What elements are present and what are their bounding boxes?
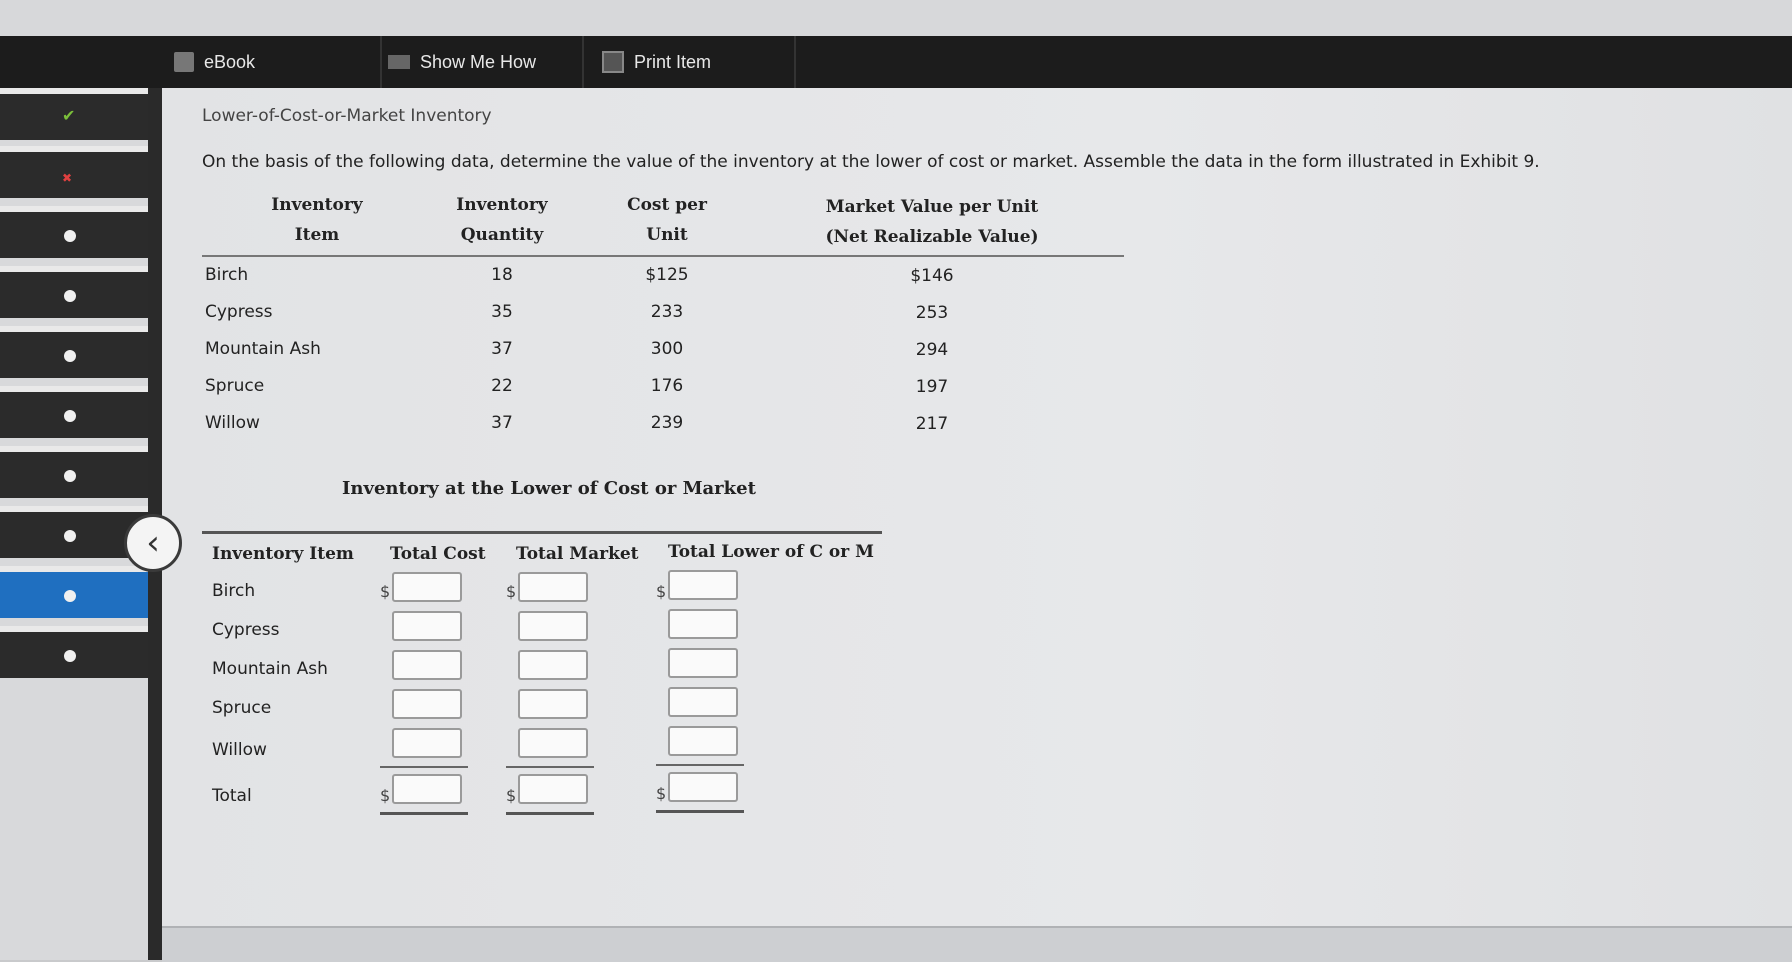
nav-item-4[interactable] [0,266,150,318]
print-item-button[interactable] [586,36,796,88]
cypress-total-cost-input[interactable] [392,611,462,641]
spruce-total-lcm-input[interactable] [668,687,738,717]
book-icon [174,52,194,72]
sum-rule [506,766,594,768]
answer-header-item: Inventory Item [212,544,354,564]
total-underline [656,810,744,813]
dot-icon [64,410,76,422]
nav-item-9-active[interactable] [0,566,150,618]
answer-header-total-market: Total Market [516,544,639,564]
answer-row-label: Spruce [212,698,272,718]
header-market-value: Market Value per Unit (Net Realizable Value) [825,197,1039,247]
chevron-left-icon: ‹ [146,523,160,563]
answer-header-total-lcm: Total Lower of C or M [668,542,874,562]
nav-item-5[interactable] [0,326,150,378]
answer-row-label: Cypress [212,620,280,640]
mountain-ash-total-lcm-input[interactable] [668,648,738,678]
check-icon: ✔ [62,106,76,125]
nav-item-7[interactable] [0,446,150,498]
cypress-total-lcm-input[interactable] [668,609,738,639]
dot-icon [64,470,76,482]
answer-row-label: Willow [212,740,267,760]
dollar-sign: $ [506,786,517,805]
nav-item-10[interactable] [0,626,150,678]
x-icon: ✖ [62,171,73,185]
answer-total-label: Total [212,786,252,806]
answer-section-title: Inventory at the Lower of Cost or Market [342,478,756,499]
answer-header-total-cost: Total Cost [390,544,486,564]
sum-rule [656,764,744,766]
total-lcm-input[interactable] [668,772,738,802]
cypress-total-market-input[interactable] [518,611,588,641]
video-icon [388,55,410,69]
spruce-total-cost-input[interactable] [392,689,462,719]
birch-total-market-input[interactable] [518,572,588,602]
dollar-sign: $ [656,582,667,601]
total-cost-input[interactable] [392,774,462,804]
header-inventory-item: Inventory Item [271,195,363,245]
dot-icon [64,590,76,602]
dot-icon [64,350,76,362]
total-underline [506,812,594,815]
total-underline [380,812,468,815]
dot-icon [64,650,76,662]
header-cost-per-unit: Cost per Unit [627,195,707,245]
nav-item-6[interactable] [0,386,150,438]
table-header-rule [202,255,1124,257]
nav-item-1[interactable] [0,88,150,140]
willow-total-lcm-input[interactable] [668,726,738,756]
print-icon [602,51,624,73]
dollar-sign: $ [380,582,391,601]
window-top-strip [0,0,1792,36]
willow-total-market-input[interactable] [518,728,588,758]
problem-content: Lower-of-Cost-or-Market Inventory On the basis of the following data, determine the value of the inventory at the lower of cost or market. Assemble the data in the form illustrated in Exhibit 9. Inventory Item Inventory Quantity Cost per Unit Market Value per Unit (Net Realizable Value) Birch 18 $125 $146 Cypress 35 233 253 Mountain Ash 37 300 294 Spruce 22 176 197 Willow 37 239 217 Inventory at the Lower of Cost or Market Inventory Item Total Cost Total Market Total Lower of C or M Birch Cypress Mountain Ash Spruce Willow Total $ $ $ $ $ $ [162,88,1792,928]
answer-title-rule [202,531,882,534]
print-item-label: Print Item [634,51,712,72]
header-inventory-quantity: Inventory Quantity [456,195,548,245]
dot-icon [64,230,76,242]
birch-total-cost-input[interactable] [392,572,462,602]
total-market-input[interactable] [518,774,588,804]
mountain-ash-total-cost-input[interactable] [392,650,462,680]
spruce-total-market-input[interactable] [518,689,588,719]
dollar-sign: $ [656,784,667,803]
dot-icon [64,530,76,542]
problem-instructions: On the basis of the following data, determine the value of the inventory at the lower of cost or market. Assemble the data in the form illustrated in Exhibit 9. [202,152,1540,172]
willow-total-cost-input[interactable] [392,728,462,758]
show-me-how-button[interactable] [376,36,584,88]
collapse-sidebar-button[interactable] [124,514,182,572]
sum-rule [380,766,468,768]
ebook-label: eBook [204,51,256,72]
answer-row-label: Birch [212,581,256,601]
toolbar [0,36,1792,88]
question-nav-sidebar [0,88,150,960]
birch-total-lcm-input[interactable] [668,570,738,600]
problem-title: Lower-of-Cost-or-Market Inventory [202,106,492,126]
show-me-how-label: Show Me How [420,51,537,72]
ebook-button[interactable] [168,36,382,88]
answer-row-label: Mountain Ash [212,659,328,679]
mountain-ash-total-market-input[interactable] [518,650,588,680]
dollar-sign: $ [380,786,391,805]
dollar-sign: $ [506,582,517,601]
dot-icon [64,290,76,302]
nav-item-2[interactable] [0,146,150,198]
footer-bar [162,926,1792,962]
nav-item-3[interactable] [0,206,150,258]
